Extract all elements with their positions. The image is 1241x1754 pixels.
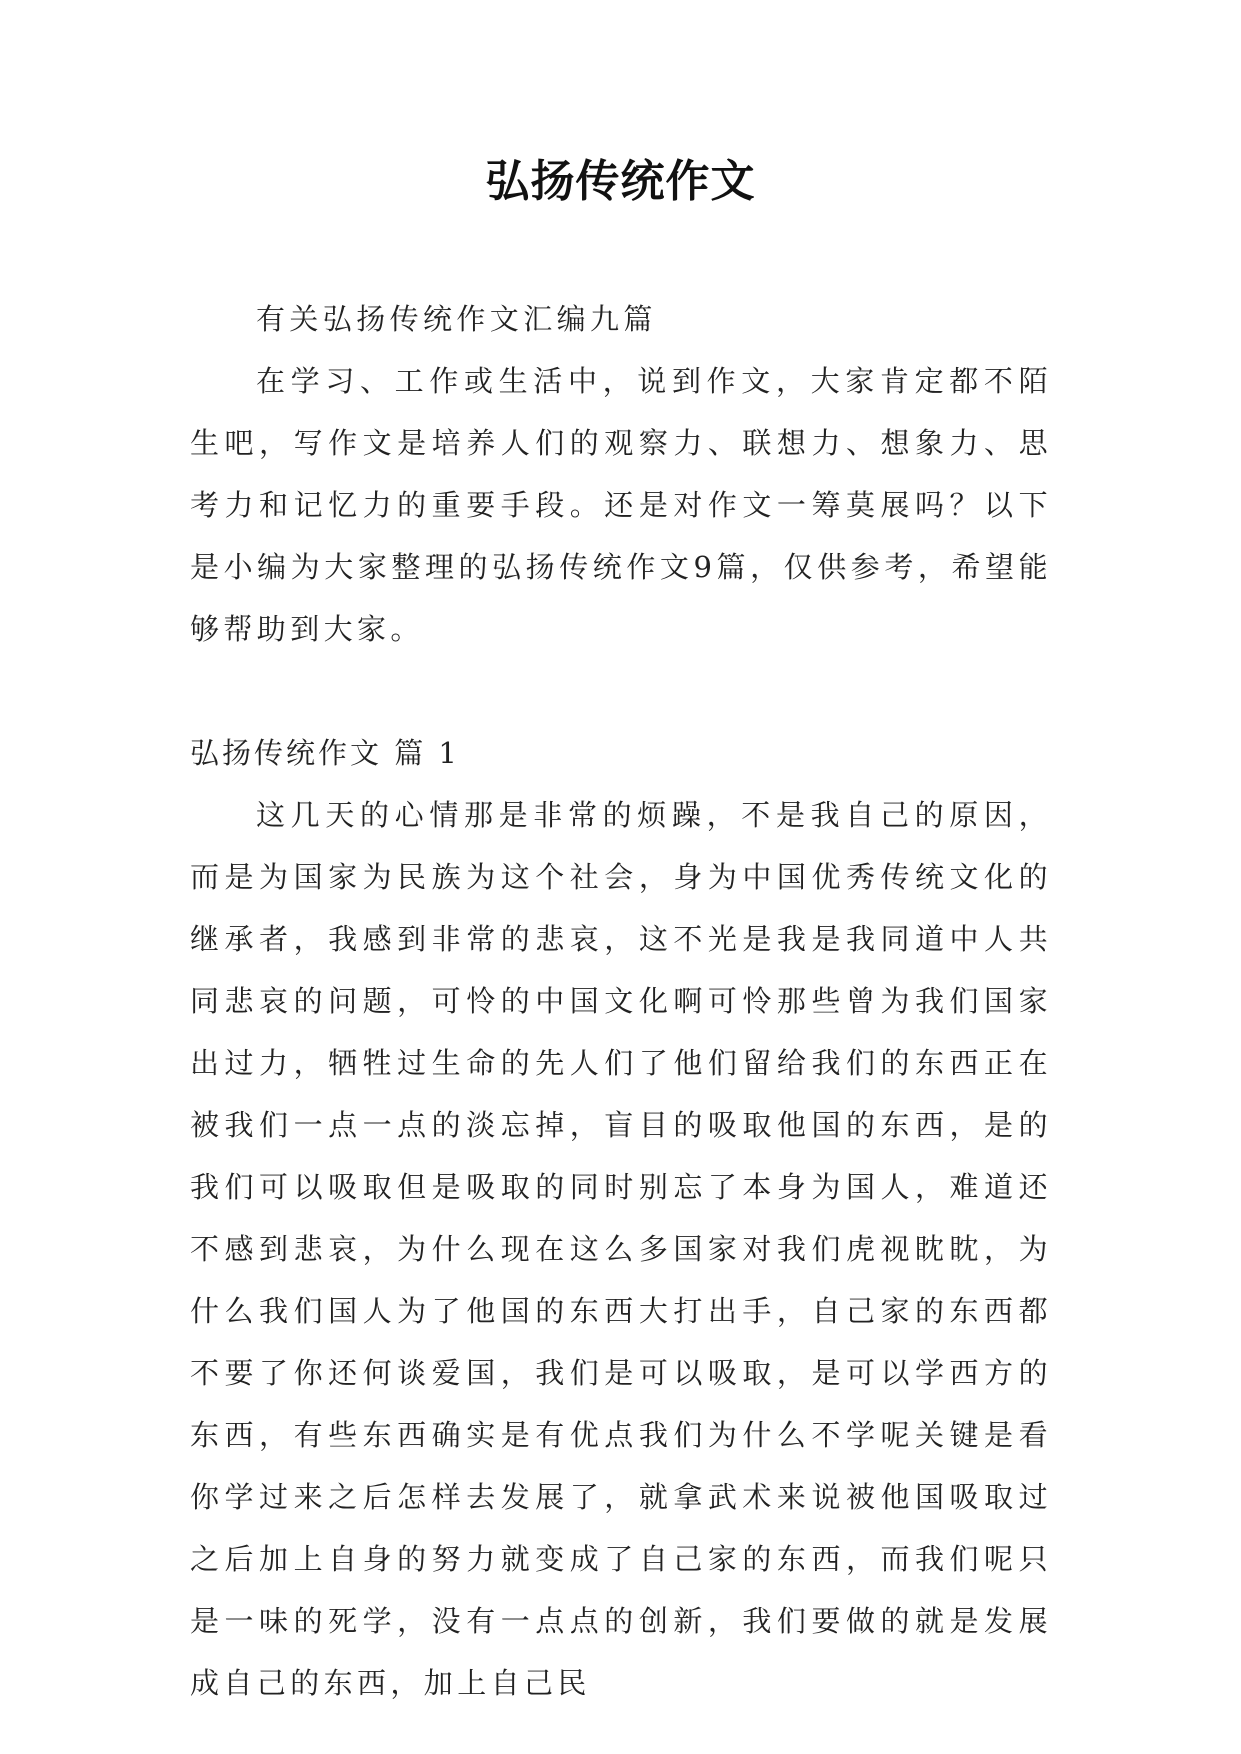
section-spacer <box>190 660 1052 722</box>
document-body <box>190 288 1052 1714</box>
section-heading: 弘扬传统作文 篇 1 <box>190 736 460 770</box>
document-subtitle: 有关弘扬传统作文汇编九篇 <box>256 302 657 336</box>
section-paragraph: 这几天的心情那是非常的烦躁，不是我自己的原因，而是为国家为民族为这个社会，身为中国优秀传统文化的继承者，我感到非常的悲哀，这不光是我是我同道中人共同悲哀的问题，可怜的中国文化啊可怜那些曾为我们国家出过力，牺牲过生命的先人们了他们留给我们的东西正在被我们一点一点的淡忘掉，盲目的吸取他国的东西，是的我们可以吸取但是吸取的同时别忘了本身为国人，难道还不感到悲哀，为什么现在这么多国家对我们虎视眈眈，为什么我们国人为了他国的东西大打出手，自己家的东西都不要了你还何谈爱国，我们是可以吸取，是可以学西方的东西，有些东西确实是有优点我们为什么不学呢关键是看你学过来之后怎样去发展了，就拿武术来说被他国吸取过之后加上自身的努力就变成了自己家的东西，而我们呢只是一味的死学，没有一点点的创新，我们要做的就是发展成自己的东西，加上自己民 <box>190 798 1052 1700</box>
document-title: 弘扬传统作文 <box>485 156 756 207</box>
intro-paragraph: 在学习、工作或生活中，说到作文，大家肯定都不陌生吧，写作文是培养人们的观察力、联想力、想象力、思考力和记忆力的重要手段。还是对作文一筹莫展吗？以下是小编为大家整理的弘扬传统作文9篇，仅供参考，希望能够帮助到大家。 <box>190 364 1052 646</box>
